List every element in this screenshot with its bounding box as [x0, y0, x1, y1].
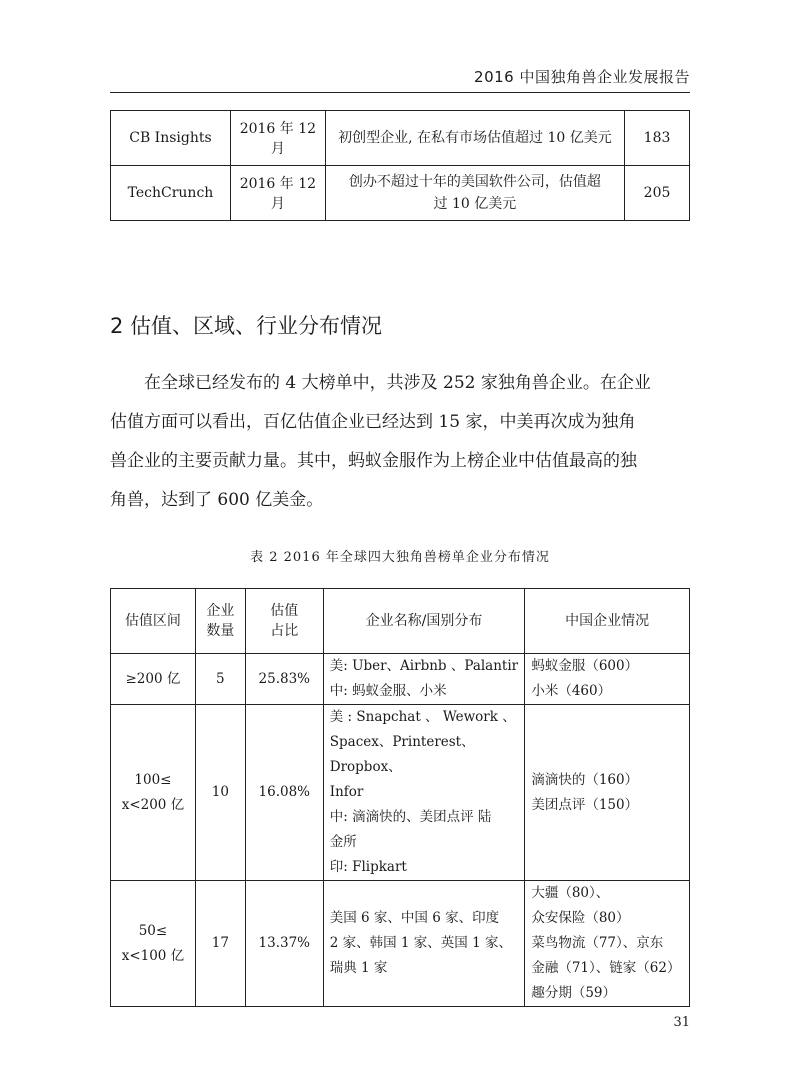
section-title: 2 估值、区域、行业分布情况 — [110, 314, 383, 338]
cell-china: 蚂蚁金服（600） 小米（460） — [525, 654, 690, 705]
header-range: 估值区间 — [111, 589, 196, 654]
cell-count: 17 — [195, 881, 245, 1007]
cell-ratio: 13.37% — [245, 881, 323, 1007]
table-cell-source: TechCrunch — [111, 166, 231, 221]
cell-china: 大疆（80）、 众安保险（80） 菜鸟物流（77）、京东 金融（71）、链家（62） 趣分期（59） — [525, 881, 690, 1007]
cell-count: 10 — [195, 705, 245, 881]
table-cell-definition: 创办不超过十年的美国软件公司，估值超 过 10 亿美元 — [325, 166, 624, 221]
table-cell-definition: 初创型企业, 在私有市场估值超过 10 亿美元 — [325, 111, 624, 166]
table-row — [111, 654, 690, 705]
paragraph-line: 估值方面可以看出，百亿估值企业已经达到 15 家，中美再次成为独角 — [110, 412, 636, 432]
cell-range: 50≤ x<100 亿 — [111, 881, 196, 1007]
cell-companies: 美 : Snapchat 、 Wework 、 Spacex、Printerest、Dropbox、 Infor 中: 滴滴快的、美团点评 陆 金所 印: Flipkart — [323, 705, 525, 881]
table-cell-source: CB Insights — [111, 111, 231, 166]
paragraph-line: 在全球已经发布的 4 大榜单中，共涉及 252 家独角兽企业。在企业 — [144, 373, 651, 393]
header-divider — [110, 92, 690, 93]
cell-companies: 美国 6 家、中国 6 家、印度 2 家、韩国 1 家、英国 1 家、 瑞典 1 家 — [323, 881, 525, 1007]
cell-count: 5 — [195, 654, 245, 705]
table-cell-count: 205 — [625, 166, 690, 221]
distribution-table — [110, 588, 690, 1007]
cell-china: 滴滴快的（160） 美团点评（150） — [525, 705, 690, 881]
paragraph-line: 角兽，达到了 600 亿美金。 — [110, 490, 324, 510]
table-row — [111, 705, 690, 881]
cell-range: 100≤ x<200 亿 — [111, 705, 196, 881]
table-cell-date: 2016 年 12 月 — [230, 166, 325, 221]
cell-range: ≥200 亿 — [111, 654, 196, 705]
table-row — [111, 881, 690, 1007]
page-number: 31 — [673, 1015, 690, 1030]
cell-companies: 美: Uber、Airbnb 、Palantir 中: 蚂蚁金服、小米 — [323, 654, 525, 705]
table-cell-count: 183 — [625, 111, 690, 166]
table-row — [111, 111, 690, 166]
header-companies: 企业名称/国别分布 — [323, 589, 525, 654]
paragraph-line: 兽企业的主要贡献力量。其中，蚂蚁金服作为上榜企业中估值最高的独 — [110, 451, 637, 471]
header-count: 企业 数量 — [195, 589, 245, 654]
definition-table — [110, 110, 690, 221]
table-caption: 表 2 2016 年全球四大独角兽榜单企业分布情况 — [250, 550, 550, 565]
header-ratio: 估值 占比 — [245, 589, 323, 654]
header-china: 中国企业情况 — [525, 589, 690, 654]
table-header-row — [111, 589, 690, 654]
body-paragraph — [110, 364, 690, 520]
table-cell-date: 2016 年 12 月 — [230, 111, 325, 166]
running-header-title: 2016 中国独角兽企业发展报告 — [474, 68, 690, 86]
cell-ratio: 16.08% — [245, 705, 323, 881]
cell-ratio: 25.83% — [245, 654, 323, 705]
table-row — [111, 166, 690, 221]
